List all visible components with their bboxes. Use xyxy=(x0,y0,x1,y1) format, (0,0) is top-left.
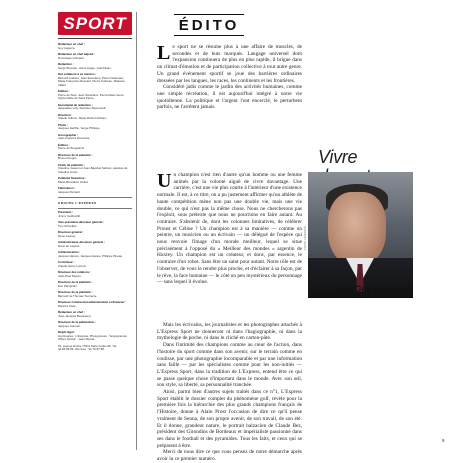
credit-role: Vice-président-directeur général : xyxy=(58,220,105,224)
edito-text-column-1 xyxy=(157,44,302,168)
masthead-separator xyxy=(58,208,132,209)
credit-role: Publicité financière : xyxy=(58,176,87,180)
masthead-credit xyxy=(58,187,132,194)
credit-names: Jacques Hamon, Jacques Hanus, Philippe Pineau. xyxy=(58,253,123,258)
masthead-credit xyxy=(58,301,132,308)
masthead-credit xyxy=(58,241,132,248)
credit-role: Édition : xyxy=(58,142,70,147)
masthead-credit xyxy=(58,90,132,101)
credit-names: Marie-Bénédicte Girard. xyxy=(58,179,89,184)
credit-names: Éric Patrignani. xyxy=(58,283,78,288)
edito-paragraph: Considéré jadis comme le jardin des activités humaines, comme une simple récréation, il est aujourd'hui intégré à notre vie quotidienne. La politique et l'argent l'ont encerclé, le perturbent parfois, ne l'arrêtent jamais. xyxy=(157,84,302,111)
edito-paragraph: Mais les écrivains, les journalistes et les photographes attachés à L'Express Sport ne donneront ni dans l'hagiographie, ni dans la mythologie de poche, ni dans le cliché en carton-pâte. xyxy=(157,322,302,342)
credit-names: Jacques Perrault. xyxy=(58,189,81,194)
masthead-credit xyxy=(58,271,132,278)
masthead-credit xyxy=(58,53,132,60)
masthead-credit xyxy=(58,134,132,141)
credit-names: Claude Subron, Marie-Robert Alcharo. xyxy=(58,116,108,120)
sport-logo: SPORT xyxy=(58,12,132,35)
masthead-credit xyxy=(58,261,132,268)
author-photo xyxy=(308,172,413,292)
edito-label: ÉDITO xyxy=(178,16,240,34)
drop-cap: L xyxy=(157,42,171,64)
masthead-credit xyxy=(58,281,132,288)
credit-names: Jean-François Decauste. xyxy=(58,136,91,140)
credit-role: Directeur général : xyxy=(58,230,84,234)
credit-role: Directeur commercial administration et financier : xyxy=(58,300,127,304)
drop-cap: U xyxy=(157,170,172,192)
credit-names: Guy Lagorce. xyxy=(58,45,76,50)
credit-names: Claudine Gaspot et Jean-Baptiste Sabran, assistés de Claudine Ancel. xyxy=(58,166,128,174)
credit-role: Contrôleur : xyxy=(58,260,75,264)
credit-names: René Launay. xyxy=(58,233,76,238)
masthead-credit xyxy=(58,63,132,70)
credit-role: Dépôt légal : xyxy=(58,330,76,334)
credit-names: Bernard de Thomas Tournerie. xyxy=(58,293,98,298)
edito-paragraph: Merci de nous dire ce que vous pensez de notre démarche après avoir lu ce premier numéro. xyxy=(157,449,302,463)
credit-role: Ont collaboré à ce numéro : xyxy=(58,72,97,76)
masthead-separator xyxy=(58,197,132,198)
credit-role: Photo : xyxy=(58,122,68,127)
masthead-credit xyxy=(58,345,132,352)
groupe-label: GROUPE L'EXPRESS xyxy=(58,200,97,205)
masthead-credit xyxy=(58,331,132,342)
credit-names: Pierre de Sant, Jean Sandriaux, Pierre-Marie Serre, Sylvie Marie de Saint Pierre. xyxy=(58,92,125,100)
edito-headline: Vivre xyxy=(318,147,358,167)
credit-names: Bruno Dougne. xyxy=(58,156,78,160)
credit-role: Président : xyxy=(58,210,73,214)
credit-names: Pierre de Bougainvil. xyxy=(58,146,85,150)
credit-names: Jacqueline Lefy, Séverine Alamouroff. xyxy=(58,106,107,110)
masthead-credit xyxy=(58,43,132,50)
edito-paragraph: Dans l'intimité des champions comme au cœur de l'action, dans l'histoire du sport comme dans son avenir, sur le terrain comme en coulisse, par une photographie incomparable et par une information sans faille — par les spécialistes comme pour les non-initiés — L'Express Sport, dans la tradition de L'Express, entend être ce qui se passe quelque chose d'important dans le monde. Avec son œil, son style, sa liberté, sa personnalité tranchée. xyxy=(157,342,302,389)
credit-names: Maurice Kiste. xyxy=(58,303,77,308)
masthead-credit xyxy=(58,124,132,131)
edito-header xyxy=(174,14,244,36)
masthead-credit xyxy=(58,164,132,175)
credit-names: Tom Schreiber. xyxy=(58,223,78,228)
edito-text-column-3 xyxy=(157,322,302,463)
credit-role: Directeur de la publicité : xyxy=(58,152,93,157)
credit-names: Imprimeries : L'Express, Photogravure : Sogrégravure Offset, Dessin : Jean Duprat. xyxy=(58,333,127,341)
masthead-credit xyxy=(58,144,132,151)
credit-role: Rédacteur en chef : xyxy=(58,42,85,46)
credit-names: Claude Henry Lacroix. xyxy=(58,263,87,268)
masthead-credit xyxy=(58,321,132,328)
edito-paragraph: Ainsi, parmi bien d'autres sujets traités dans ce n°1, L'Express Sport établit le dossier complet du phénomène golf, révèle pour la première fois la hiérarchie des plus grands champions français de l'Histoire, donne à Alain Prost l'occasion de dire ce qu'il pense vraiment de Senna, de son propre avenir, de son travail, de son été. Et il donne, grandeur nature, le portrait balzacien de Claude Bez, président des Girondins de Bordeaux et impérialiste passionné dans ses dans le football et des pyramides. Tous les faits, et ceux qui se préparent à être. xyxy=(157,389,302,449)
edito-paragraph: Le sport ne se résume plus à une affaire de muscles, de secondes et de buts marqués. Langage universel dont l'expansion continuera de plus en plus rapide, il brigue dans un climat d'émotion et de participation collective à tout autre genre. Un grand événement sportif se joue des barrières ordinaires dressées par les langues, les races, les continents et les frontières. xyxy=(157,42,302,84)
masthead-column xyxy=(58,12,132,450)
credit-role: Directeur des relations : xyxy=(58,270,92,274)
credit-names: 61, avenue Hoche 75411 Paris Cedex 08. Tél. 42.66.99.99. Abonnez : 91.79.87.98. xyxy=(58,343,118,351)
credit-names: Jacques Jauffrie, Serge Philippe. xyxy=(58,126,101,130)
column-divider xyxy=(136,12,137,450)
masthead-rule xyxy=(58,38,132,39)
photo-face xyxy=(328,192,386,266)
masthead-credit xyxy=(58,221,132,228)
credit-role: Rédacteur en chef adjoint : xyxy=(58,52,96,56)
masthead-credits-group xyxy=(58,211,132,352)
credit-names: Jimmy Goldsmith. xyxy=(58,213,81,218)
credit-names: Jean-Paul Pignon. xyxy=(58,273,82,278)
credit-role: Secrétariat de rédaction : xyxy=(58,102,93,107)
masthead-credit xyxy=(58,251,132,258)
credit-role: Rédacteur en chef : xyxy=(58,310,85,314)
credit-role: Fabrication : xyxy=(58,186,76,190)
photo-credit: PHOTO L'EXPRESS xyxy=(304,225,307,250)
edito-text-column-2 xyxy=(157,172,302,316)
credit-role: Édition : xyxy=(58,89,70,93)
masthead-credit xyxy=(58,231,132,238)
credit-names: Jacques Joannet. xyxy=(58,323,81,328)
credit-names: René de Laporte. xyxy=(58,243,81,248)
credit-names: Serge Bressan, Hervé Hager, Joël Pavan. xyxy=(58,65,112,70)
masthead-credit xyxy=(58,291,132,298)
credit-role: Chefs de publicité : xyxy=(58,162,85,167)
credit-role: Iconographie : xyxy=(58,132,78,137)
masthead-credit xyxy=(58,211,132,218)
credit-role: Directeur de la publication : xyxy=(58,320,97,324)
credit-role: Directeur de la publicité : xyxy=(58,290,93,294)
edito-byline: par Guy Lagorce xyxy=(338,284,410,294)
credit-role: Administrateur-directeur général : xyxy=(58,240,105,244)
credit-names: Bernard Andrieu, Jean Escudeiro, Pierre Delamaré, Marie-Françoise Mesnard, Pierre Sudreau, Madame Vallier. xyxy=(58,75,125,87)
masthead-credit xyxy=(58,73,132,87)
credit-names: Jean-Jacques Beaucamp. xyxy=(58,313,92,318)
credit-role: Administration : xyxy=(58,250,81,254)
page-number: 9 xyxy=(442,438,445,443)
masthead-credit xyxy=(58,154,132,161)
masthead-credit xyxy=(58,177,132,184)
credit-role: Direction : xyxy=(58,112,73,117)
masthead-credit xyxy=(58,104,132,111)
masthead-credits xyxy=(58,43,132,194)
credit-role: Directeur de la publicité : xyxy=(58,280,93,284)
masthead-credit xyxy=(58,311,132,318)
credit-role: Rédaction : xyxy=(58,62,74,66)
edito-paragraph: Un champion n'est rien d'autre qu'un homme ou une femme animés par la volonté aiguë de vivre davantage. Une carrière, c'est une vie plus courte à l'intérieur d'une existence normale. Il est, à ce titre, on a pu justement affirmer qu'un athlète de haute compétition mène non pas une double vie, mais une vie double, ce qui n'est pas la même chose. Nous ne chercherons pas l'exploit, sous prétexte que nous ne pourrions en faire autant. Au contraire. S'abstenir de, dont les colonnes limitatives, de célébrer Proust et Céline ? Un champion est à sa manière — comme un peintre, un musicien ou un écrivain — un délégué de l'espèce qui nous renvoie l'image d'un monde meilleur, lequel se situe précisément à l'opposé du « Meilleur des mondes » argentin de Huxley. Un champion est un créateur, et donc, par essence, le contraire d'un robot. Sans être un saint pour autant. Notre rôle est de l'observer, de vous le rendre plus proche, et d'éclairer à sa façon, par le rêve, la face humaine — le côté un peu mystérieux du personnage — sans lequel il évolue. xyxy=(157,170,302,286)
credit-names: Dominique Grimault. xyxy=(58,55,85,60)
masthead-credit xyxy=(58,114,132,121)
